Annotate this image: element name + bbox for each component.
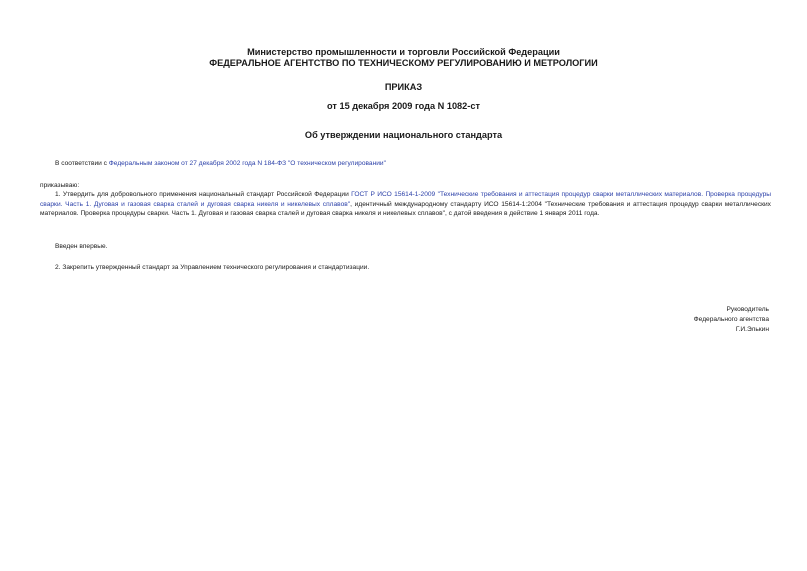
federal-law-link[interactable]: Федеральным законом от 27 декабря 2002 года N 184-ФЗ "О техническом регулировании" [108,160,386,167]
agency-heading: ФЕДЕРАЛЬНОЕ АГЕНТСТВО ПО ТЕХНИЧЕСКОМУ РЕГУЛИРОВАНИЮ И МЕТРОЛОГИИ [209,58,598,68]
document-type: ПРИКАЗ [384,82,423,92]
paragraph-basis [55,159,775,169]
item-1-text: 1. Утвердить для добровольного применения национальный стандарт Российской Федерации [55,191,352,198]
signature-position: Руководитель [726,306,769,313]
item-1-suffix: , идентичный международному стандарту ИСО 15614-1:2004 "Технические требования и аттестация процедур сварки металлических материалов. Проверка процедуры сварки. Часть 1. Дуговая и газовая сварка сталей и дуговая сварка никеля и никелевых сплавов", с датой введения в действие 1 января 2011 года. [40,200,771,218]
document-date-number: от 15 декабря 2009 года N 1082-ст [327,101,480,111]
paragraph-order: приказываю: [40,182,80,189]
paragraph-item-1 [40,190,771,219]
ministry-heading: Министерство промышленности и торговли Российской Федерации [247,47,560,57]
document-subject: Об утверждении национального стандарта [304,130,503,140]
standard-link[interactable]: ГОСТ Р ИСО 15614-1-2009 "Технические требования и аттестация процедур сварки металлических материалов. Проверка процедуры сварки. Часть 1. Дуговая и газовая сварка сталей и дуговая сварка никеля и никелевых сплавов" [40,191,771,208]
signature-name: Г.И.Элькин [735,326,769,333]
paragraph-basis-text: В соответствии с [55,160,109,167]
paragraph-introduced-first: Введен впервые. [55,243,108,250]
paragraph-item-2: 2. Закрепить утвержденный стандарт за Управлением технического регулирования и стандартизации. [55,264,370,271]
signature-agency: Федерального агентства [693,316,769,323]
